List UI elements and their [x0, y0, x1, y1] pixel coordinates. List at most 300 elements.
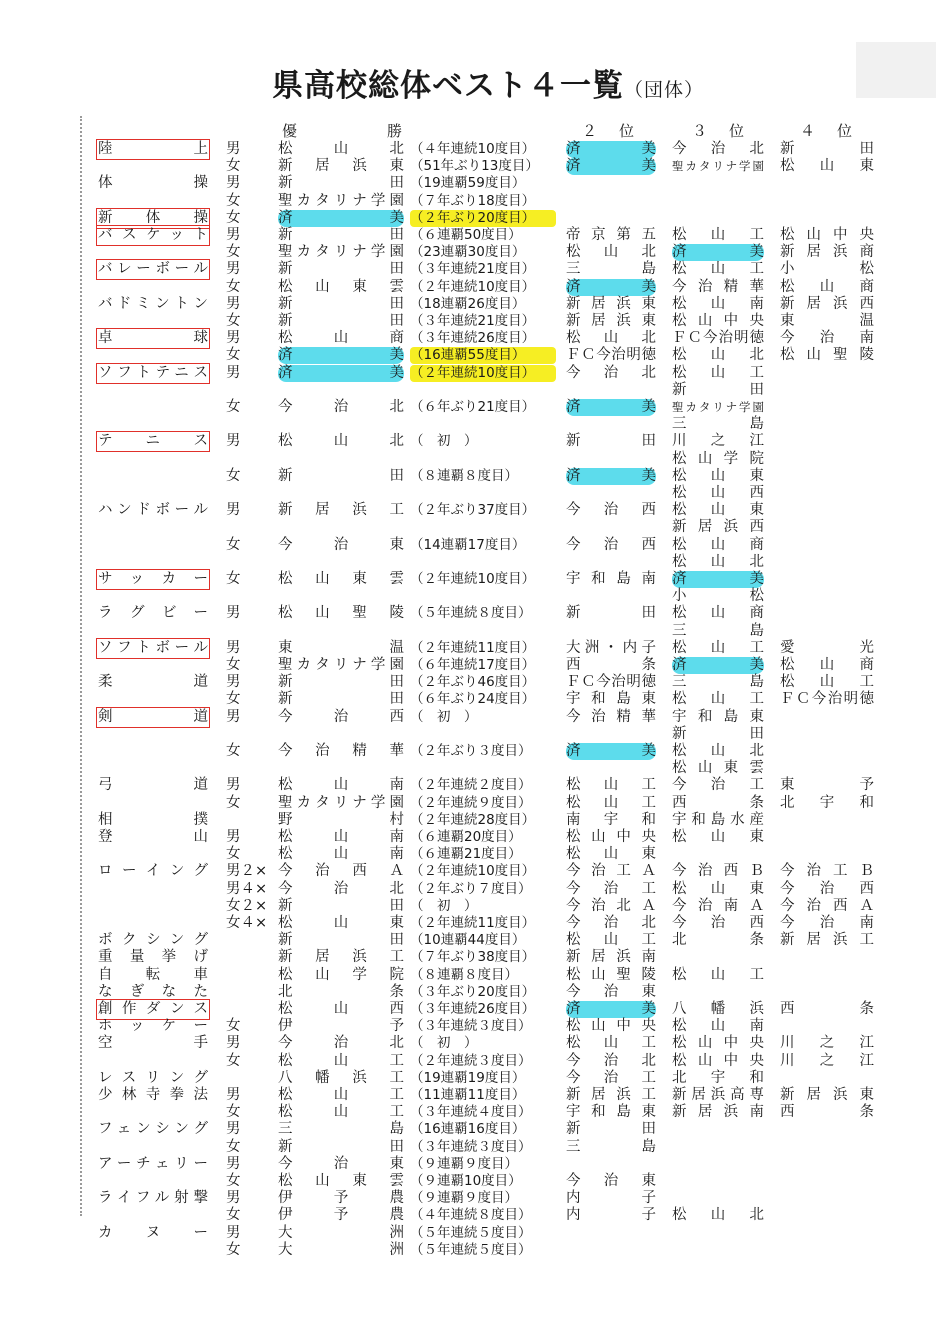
gender-cell: 女	[226, 313, 241, 329]
fourth-place-cell: 小松	[780, 261, 874, 278]
note-cell: （ 初 ）	[410, 433, 478, 450]
gender-cell: 女	[226, 691, 241, 708]
second-place-cell: 松山中央	[566, 1018, 656, 1035]
gender-cell: 男	[226, 708, 241, 725]
gender-cell: 女	[226, 846, 241, 863]
third-place-cell: 松山商	[672, 605, 764, 622]
fourth-place-cell: 新居浜商	[780, 244, 874, 261]
note-cell: （16連覇16度目）	[410, 1121, 526, 1138]
note-cell: （８連覇８度目）	[410, 966, 518, 983]
note-cell: （２年ぶり３度目）	[410, 743, 532, 759]
winner-cell: 今治東	[278, 536, 404, 553]
fourth-place-cell: 東予	[780, 777, 874, 794]
third-place-cell: 北条	[672, 932, 764, 949]
second-place-cell: 松山工	[566, 777, 656, 794]
page-title	[272, 60, 704, 105]
gender-cell: 女	[226, 1104, 241, 1121]
sport-cell: 弓道	[98, 777, 208, 794]
second-place-cell: 松山工	[566, 794, 656, 811]
gender-cell: 男	[226, 1121, 241, 1138]
fourth-place-cell: 松山工	[780, 674, 874, 691]
winner-cell: 新田	[278, 467, 404, 484]
second-place-cell: 今治北	[566, 364, 656, 381]
note-cell: （３年連続４度目）	[410, 1104, 532, 1121]
note-cell: （６年連続17度目）	[410, 657, 536, 673]
note-cell: （18連覇26度目）	[410, 295, 526, 312]
second-place-cell: 松山北	[566, 330, 656, 347]
winner-cell: 野村	[278, 811, 404, 828]
winner-cell: 今治北	[278, 880, 404, 897]
second-place-cell: 済美	[566, 743, 656, 759]
gender-cell: 男	[226, 829, 241, 845]
third-place-cell: 松山商	[672, 536, 764, 553]
third-place-cell: 新田	[672, 381, 764, 398]
third-place-cell: 松山北	[672, 347, 764, 364]
note-cell: （６年ぶり21度目）	[410, 399, 536, 415]
gender-cell: 男	[226, 1155, 241, 1172]
third-place-cell: 聖カタリナ学園	[672, 159, 764, 174]
gender-cell: 男	[226, 777, 241, 794]
winner-cell: 今治北	[278, 399, 404, 415]
gender-cell: 女	[226, 657, 241, 673]
second-place-cell: 松山工	[566, 1035, 656, 1052]
third-place-cell: 松山東	[672, 880, 764, 897]
winner-cell: 松山北	[278, 433, 404, 450]
third-place-cell: 八幡浜	[672, 1001, 764, 1017]
note-cell: （３年ぶり20度目）	[410, 983, 536, 1000]
dotted-margin-line	[80, 116, 82, 1216]
winner-cell: 新田	[278, 674, 404, 691]
gender-cell: 女	[226, 467, 241, 484]
sport-cell: レスリング	[98, 1069, 208, 1086]
third-place-cell: 松山工	[672, 639, 764, 656]
winner-cell: 済美	[278, 347, 404, 364]
second-place-cell: 今治北	[566, 1052, 656, 1069]
note-cell: （６連覇21度目）	[410, 846, 522, 863]
note-cell: （３年連続21度目）	[410, 261, 536, 278]
gender-cell: 男	[226, 1224, 241, 1241]
sport-cell: 体操	[98, 175, 208, 192]
fourth-place-cell: 松山商	[780, 657, 874, 673]
winner-cell: 聖カタリナ学園	[278, 657, 404, 673]
gender-cell: 男	[226, 261, 241, 278]
second-place-cell: 済美	[566, 141, 656, 157]
header-second: ２位	[582, 122, 634, 140]
third-place-cell: 松山北	[672, 1207, 764, 1224]
fourth-place-cell: 愛光	[780, 639, 874, 656]
note-cell: （７年ぶり18度目）	[410, 192, 536, 209]
winner-cell: 松山西	[278, 1001, 404, 1017]
third-place-cell: 松山東	[672, 467, 764, 484]
winner-cell: 聖カタリナ学園	[278, 192, 404, 209]
gender-cell: 女	[226, 399, 241, 415]
note-cell: （９連覇９度目）	[410, 1190, 518, 1207]
third-place-cell: 済美	[672, 571, 764, 587]
third-place-cell: 松山工	[672, 261, 764, 278]
winner-cell: 新田	[278, 1138, 404, 1155]
note-cell: （５年連続８度目）	[410, 605, 532, 622]
third-place-cell: 松山工	[672, 364, 764, 381]
second-place-cell: ＦＣ今治明徳	[566, 347, 656, 364]
sport-cell: 登山	[98, 829, 208, 845]
winner-cell: 松山東雲	[278, 278, 404, 295]
winner-cell: 新田	[278, 227, 404, 243]
sport-cell: 重量挙げ	[98, 949, 208, 966]
fourth-place-cell: ＦＣ今治明徳	[780, 691, 874, 708]
second-place-cell: 済美	[566, 278, 656, 295]
note-cell: （８連覇８度目）	[410, 467, 518, 484]
second-place-cell: 新田	[566, 1121, 656, 1138]
gender-cell: 男	[226, 1087, 241, 1103]
second-place-cell: 新居浜東	[566, 295, 656, 312]
note-cell: （６年ぶり24度目）	[410, 691, 536, 708]
winner-cell: 新居浜工	[278, 502, 404, 519]
winner-cell: 松山工	[278, 1104, 404, 1121]
sport-cell: アーチェリー	[98, 1155, 208, 1172]
fourth-place-cell: 今治西Ａ	[780, 897, 874, 914]
note-cell: （３年連続３度目）	[410, 1018, 532, 1035]
note-cell: （２年ぶり37度目）	[410, 502, 536, 519]
third-place-cell: 川之江	[672, 433, 764, 450]
winner-cell: 新田	[278, 932, 404, 949]
note-cell: （３年連続21度目）	[410, 313, 536, 329]
note-cell: （２年連続２度目）	[410, 777, 532, 794]
third-place-cell: 今治南Ａ	[672, 897, 764, 914]
third-place-cell: 松山工	[672, 966, 764, 983]
winner-cell: 松山東雲	[278, 1173, 404, 1189]
gender-cell: 女	[226, 158, 241, 175]
gender-cell: 男	[226, 227, 241, 243]
second-place-cell: ＦＣ今治明徳	[566, 674, 656, 691]
winner-cell: 伊予農	[278, 1190, 404, 1207]
winner-cell: 新田	[278, 897, 404, 914]
sport-cell: ローイング	[98, 863, 208, 880]
second-place-cell: 新居浜工	[566, 1087, 656, 1103]
gender-cell: 女	[226, 743, 241, 759]
fourth-place-cell: 松山商	[780, 278, 874, 295]
sport-cell: ラグビー	[98, 605, 208, 622]
gender-cell: 男	[226, 295, 241, 312]
second-place-cell: 済美	[566, 1001, 656, 1017]
winner-cell: 北条	[278, 983, 404, 1000]
gender-cell: 女	[226, 1173, 241, 1189]
note-cell: （２年連続11度目）	[410, 915, 536, 931]
fourth-place-cell: 北宇和	[780, 794, 874, 811]
winner-cell: 新田	[278, 295, 404, 312]
winner-cell: 新田	[278, 691, 404, 708]
gender-cell: 女４×	[226, 915, 268, 931]
second-place-cell: 今治西	[566, 536, 656, 553]
sport-cell: 柔道	[98, 674, 208, 691]
note-cell: （51年ぶり13度目）	[410, 158, 539, 175]
winner-cell: 松山北	[278, 141, 404, 157]
third-place-cell: 松山北	[672, 743, 764, 759]
winner-cell: 松山工	[278, 1087, 404, 1103]
gender-cell: 男	[226, 175, 241, 192]
note-cell: （23連覇30度目）	[410, 244, 526, 261]
second-place-cell: 内子	[566, 1190, 656, 1207]
sport-cell: なぎなた	[98, 983, 208, 1000]
fourth-place-cell: 今治工Ｂ	[780, 863, 874, 880]
sport-cell: バスケット	[98, 227, 208, 243]
note-cell: （６連覇20度目）	[410, 829, 522, 845]
winner-cell: 東温	[278, 639, 404, 656]
second-place-cell: 新田	[566, 605, 656, 622]
corner-shadow	[856, 42, 936, 98]
gender-cell: 男	[226, 1035, 241, 1052]
third-place-cell: 松山北	[672, 553, 764, 570]
note-cell: （３年連続３度目）	[410, 1138, 532, 1155]
note-cell: （ 初 ）	[410, 897, 478, 914]
sport-cell: 空手	[98, 1035, 208, 1052]
winner-cell: 三島	[278, 1121, 404, 1138]
note-cell: （４年連続10度目）	[410, 141, 536, 157]
second-place-cell: 松山聖陵	[566, 966, 656, 983]
winner-cell: 済美	[278, 364, 404, 381]
winner-cell: 聖カタリナ学園	[278, 794, 404, 811]
second-place-cell: 新居浜東	[566, 313, 656, 329]
sport-cell: ソフトテニス	[98, 364, 208, 381]
fourth-place-cell: 西条	[780, 1104, 874, 1121]
second-place-cell: 済美	[566, 467, 656, 484]
fourth-place-cell: 今治西	[780, 880, 874, 897]
third-place-cell: 宇和島水産	[672, 811, 764, 828]
third-place-cell: 宇和島東	[672, 708, 764, 725]
note-cell: （７年ぶり38度目）	[410, 949, 536, 966]
fourth-place-cell: 新居浜東	[780, 1087, 874, 1103]
note-cell: （９連覇10度目）	[410, 1173, 522, 1189]
gender-cell: 女	[226, 1018, 241, 1035]
note-cell: （２年連続３度目）	[410, 1052, 532, 1069]
gender-cell: 女	[226, 1207, 241, 1224]
winner-cell: 伊予	[278, 1018, 404, 1035]
gender-cell: 男	[226, 1190, 241, 1207]
third-place-cell: 三島	[672, 674, 764, 691]
gender-cell: 女	[226, 794, 241, 811]
sport-cell: 卓球	[98, 330, 208, 347]
gender-cell: 男	[226, 330, 241, 347]
second-place-cell: 新田	[566, 433, 656, 450]
sport-cell: 新体操	[98, 209, 208, 226]
fourth-place-cell: 松山東	[780, 158, 874, 175]
winner-cell: 松山聖陵	[278, 605, 404, 622]
third-place-cell: 松山工	[672, 227, 764, 243]
second-place-cell: 大洲・内子	[566, 639, 656, 656]
winner-cell: 松山商	[278, 330, 404, 347]
header-third: ３位	[692, 122, 744, 140]
note-cell: （２年連続10度目）	[410, 278, 536, 295]
second-place-cell: 松山北	[566, 244, 656, 261]
sport-cell: 自転車	[98, 966, 208, 983]
third-place-cell: 松山東	[672, 829, 764, 845]
sport-cell: カヌー	[98, 1224, 208, 1241]
third-place-cell: 今治西	[672, 915, 764, 931]
sport-cell: 少林寺拳法	[98, 1087, 208, 1103]
third-place-cell: 松山南	[672, 295, 764, 312]
winner-cell: 松山南	[278, 829, 404, 845]
third-place-cell: 済美	[672, 657, 764, 673]
third-place-cell: 松山中央	[672, 1052, 764, 1069]
winner-cell: 今治西Ａ	[278, 863, 404, 880]
third-place-cell: 今治北	[672, 141, 764, 157]
winner-cell: 松山工	[278, 1052, 404, 1069]
second-place-cell: 今治北	[566, 915, 656, 931]
second-place-cell: 今治東	[566, 983, 656, 1000]
second-place-cell: 今治西	[566, 502, 656, 519]
gender-cell: 男	[226, 141, 241, 157]
winner-cell: 松山東	[278, 915, 404, 931]
fourth-place-cell: 新居浜工	[780, 932, 874, 949]
second-place-cell: 今治工Ａ	[566, 863, 656, 880]
sport-cell: ソフトボール	[98, 639, 208, 656]
note-cell: （11連覇11度目）	[410, 1087, 526, 1103]
sport-cell: テニス	[98, 433, 208, 450]
note-cell: （10連覇44度目）	[410, 932, 526, 949]
third-place-cell: 松山西	[672, 485, 764, 501]
gender-cell: 女	[226, 571, 241, 587]
third-place-cell: 西条	[672, 794, 764, 811]
sport-cell: 相撲	[98, 811, 208, 828]
fourth-place-cell: 川之江	[780, 1052, 874, 1069]
fourth-place-cell: 川之江	[780, 1035, 874, 1052]
note-cell: （３年連続26度目）	[410, 330, 536, 347]
fourth-place-cell: 今治南	[780, 330, 874, 347]
gender-cell: 男	[226, 433, 241, 450]
third-place-cell: 松山中央	[672, 1035, 764, 1052]
third-place-cell: 今治工	[672, 777, 764, 794]
gender-cell: 男	[226, 364, 241, 381]
sport-cell: ホッケー	[98, 1018, 208, 1035]
third-place-cell: 松山東	[672, 502, 764, 519]
third-place-cell: 今治精華	[672, 278, 764, 295]
winner-cell: 済美	[278, 209, 404, 226]
sport-cell: バドミントン	[98, 295, 208, 312]
winner-cell: 新田	[278, 261, 404, 278]
fourth-place-cell: 西条	[780, 1001, 874, 1017]
second-place-cell: 帝京第五	[566, 227, 656, 243]
gender-cell: 男	[226, 674, 241, 691]
second-place-cell: 済美	[566, 158, 656, 175]
gender-cell: 女	[226, 1052, 241, 1069]
note-cell: （２年連続10度目）	[410, 863, 536, 880]
third-place-cell: ＦＣ今治明徳	[672, 330, 764, 347]
second-place-cell: 松山東	[566, 846, 656, 863]
gender-cell: 女２×	[226, 897, 268, 914]
gender-cell: 女	[226, 1241, 241, 1258]
note-cell: （19連覇59度目）	[410, 175, 526, 192]
third-place-cell: 三島	[672, 622, 764, 639]
third-place-cell: 聖カタリナ学園	[672, 400, 764, 414]
third-place-cell: 松山東雲	[672, 760, 764, 777]
second-place-cell: 南宇和	[566, 811, 656, 828]
note-cell: （５年連続５度目）	[410, 1224, 532, 1241]
fourth-place-cell: 新居浜西	[780, 295, 874, 312]
second-place-cell: 三島	[566, 1138, 656, 1155]
note-cell: （２年ぶり７度目）	[410, 880, 532, 897]
second-place-cell: 西条	[566, 657, 656, 673]
winner-cell: 松山南	[278, 777, 404, 794]
winner-cell: 大洲	[278, 1224, 404, 1241]
winner-cell: 今治西	[278, 708, 404, 725]
fourth-place-cell: 今治南	[780, 915, 874, 931]
winner-cell: 伊予農	[278, 1207, 404, 1224]
second-place-cell: 新居浜南	[566, 949, 656, 966]
second-place-cell: 今治北Ａ	[566, 897, 656, 914]
note-cell: （ 初 ）	[410, 708, 478, 725]
gender-cell: 男４×	[226, 880, 268, 897]
third-place-cell: 松山学院	[672, 450, 764, 467]
header-fourth: ４位	[800, 122, 852, 140]
winner-cell: 今治精華	[278, 743, 404, 759]
third-place-cell: 新居浜西	[672, 519, 764, 536]
winner-cell: 新居浜東	[278, 158, 404, 175]
fourth-place-cell: 松山中央	[780, 227, 874, 243]
third-place-cell: 済美	[672, 244, 764, 261]
second-place-cell: 三島	[566, 261, 656, 278]
sport-cell: ライフル射撃	[98, 1190, 208, 1207]
note-cell: （19連覇19度目）	[410, 1069, 526, 1086]
second-place-cell: 今治工	[566, 880, 656, 897]
title-main: 県高校総体ベスト４一覧	[272, 68, 624, 104]
winner-cell: 松山学院	[278, 966, 404, 983]
gender-cell: 男	[226, 502, 241, 519]
note-cell: （２年連続９度目）	[410, 794, 532, 811]
winner-cell: 新田	[278, 313, 404, 329]
sport-cell: ボクシング	[98, 932, 208, 949]
note-cell: （16連覇55度目）	[410, 347, 556, 364]
note-cell: （ 初 ）	[410, 1035, 478, 1052]
winner-cell: 大洲	[278, 1241, 404, 1258]
second-place-cell: 宇和島東	[566, 691, 656, 708]
winner-cell: 松山南	[278, 846, 404, 863]
note-cell: （２年連続10度目）	[410, 571, 536, 587]
note-cell: （２年ぶり20度目）	[410, 210, 556, 227]
note-cell: （５年連続５度目）	[410, 1241, 532, 1258]
header-winner: 優勝	[282, 122, 402, 140]
fourth-place-cell: 新田	[780, 141, 874, 157]
gender-cell: 男	[226, 605, 241, 622]
note-cell: （14連覇17度目）	[410, 536, 526, 553]
second-place-cell: 今治工	[566, 1069, 656, 1086]
winner-cell: 松山東雲	[278, 571, 404, 587]
note-cell: （２年ぶり46度目）	[410, 674, 536, 691]
note-cell: （３年連続26度目）	[410, 1001, 536, 1017]
gender-cell: 男	[226, 639, 241, 656]
note-cell: （２年連続11度目）	[410, 639, 536, 656]
winner-cell: 今治北	[278, 1035, 404, 1052]
second-place-cell: 済美	[566, 399, 656, 415]
gender-cell: 女	[226, 209, 241, 226]
winner-cell: 新田	[278, 175, 404, 192]
sport-cell: バレーボール	[98, 261, 208, 278]
note-cell: （６連覇50度目）	[410, 227, 522, 243]
fourth-place-cell: 松山聖陵	[780, 347, 874, 364]
sport-cell: 剣道	[98, 708, 208, 725]
third-place-cell: 新田	[672, 725, 764, 742]
second-place-cell: 内子	[566, 1207, 656, 1224]
note-cell: （４年連続８度目）	[410, 1207, 532, 1224]
gender-cell: 男２×	[226, 863, 268, 880]
winner-cell: 今治東	[278, 1155, 404, 1172]
third-place-cell: 今治西Ｂ	[672, 863, 764, 880]
winner-cell: 新居浜工	[278, 949, 404, 966]
third-place-cell: 松山南	[672, 1018, 764, 1035]
third-place-cell: 三島	[672, 416, 764, 433]
sport-cell: ハンドボール	[98, 502, 208, 519]
third-place-cell: 北宇和	[672, 1069, 764, 1086]
second-place-cell: 宇和島南	[566, 571, 656, 587]
second-place-cell: 今治東	[566, 1173, 656, 1189]
